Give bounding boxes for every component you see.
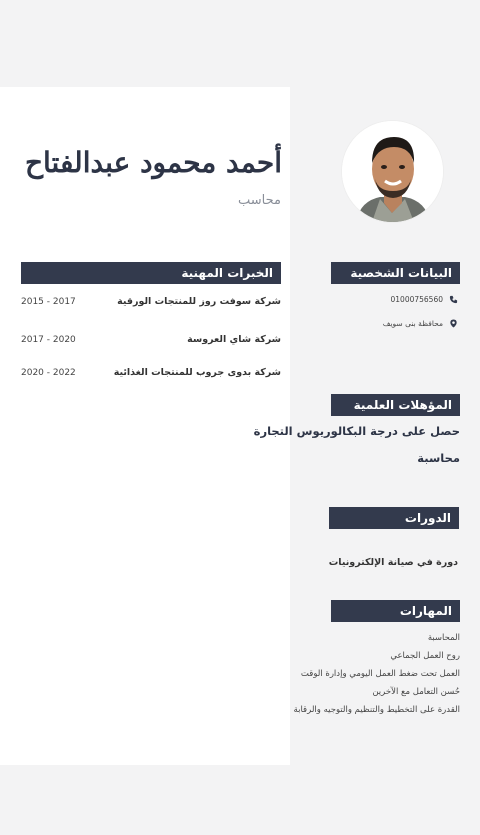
courses-heading: الدورات [329, 507, 459, 529]
location-pin-icon [449, 319, 458, 328]
phone-line [391, 295, 459, 304]
experience-company: شركة شاي العروسة [187, 334, 281, 345]
experience-company: شركة بدوى جروب للمنتجات الغذائية [113, 367, 281, 378]
phone-icon [449, 295, 458, 304]
phone-number: 01000756560 [390, 295, 443, 304]
skill-item: المحاسبة [427, 633, 460, 643]
resume-main-panel [0, 87, 290, 765]
experience-period: 2015 - 2017 [21, 297, 76, 307]
address-line [383, 319, 458, 328]
experience-period: 2017 - 2020 [21, 335, 76, 345]
skill-item: العمل تحت ضغط العمل اليومي وإدارة الوقت [300, 669, 460, 679]
qualification-degree: حصل على درجة البكالوريوس التجارة [253, 424, 460, 438]
skill-item: القدرة على التخطيط والتنظيم والتوجيه والرقابة [293, 705, 460, 715]
skill-item: روح العمل الجماعي [390, 651, 460, 661]
address-text: محافظة بنى سويف [382, 319, 443, 328]
experience-period: 2020 - 2022 [21, 368, 76, 378]
qualifications-heading: المؤهلات العلمية [331, 394, 460, 416]
experience-company: شركة سوفت روز للمنتجات الورقية [117, 296, 281, 307]
job-title: محاسب [238, 193, 281, 208]
profile-photo [342, 121, 443, 222]
full-name: أحمد محمود عبدالفتاح [24, 146, 282, 179]
qualification-major: محاسبة [417, 451, 460, 465]
skill-item: حُسن التعامل مع الآخرين [372, 687, 460, 697]
experience-heading: الخبرات المهنية [21, 262, 281, 284]
personal-info-heading: البيانات الشخصية [331, 262, 460, 284]
skills-heading: المهارات [331, 600, 460, 622]
course-item: دورة في صيانة الإلكترونيات [328, 557, 458, 568]
